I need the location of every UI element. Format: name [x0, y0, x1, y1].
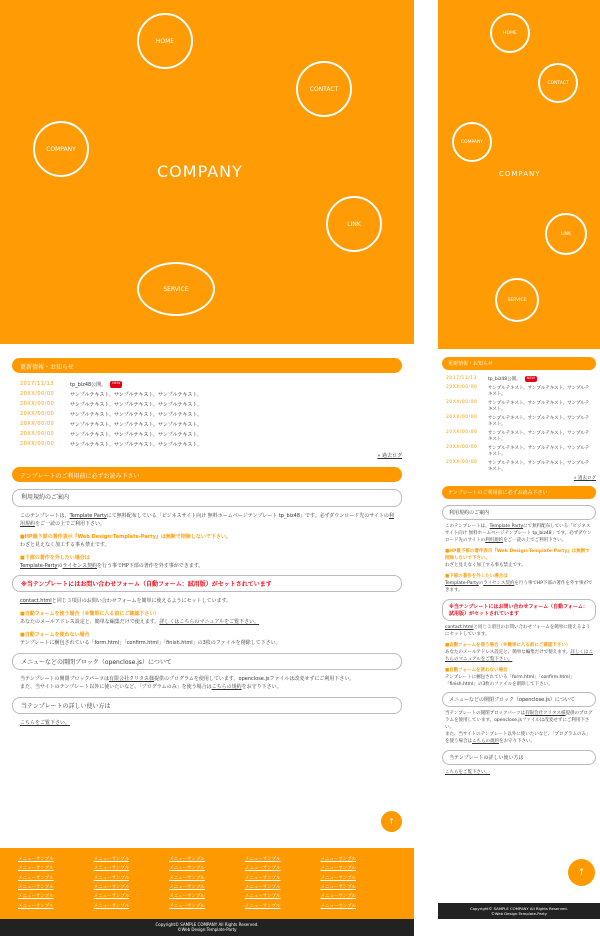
- main-content: 更新情報・お知らせ 2017/11/13 tp_biz48公開。 NEW 20XX/00/00 サンプルテキスト。サンプルテキスト。サンプルテキスト。 20XX/00/00 サンプルテキスト。サンプルテキスト。サンプルテキスト。 20XX/00/00 サンプルテキスト。サンプルテキスト。サンプルテキスト。 20XX/00/00 サンプルテキスト。サンプルテキスト。サンプルテキスト。 20XX/00/00 サンプルテキスト。サンプルテキスト。サンプルテキスト。 20XX/00/00 サンプルテキスト。サンプルテキスト。サンプルテキスト。 » 過去ログ テンプレートのご利用前に必ずお読み下さい 利用規約のご案内 このテンプレートは、Template Partyにて無料配布している「ビジネスサイト向け 無料ホームページテンプレート tp_biz48」です。必ずダウンロード先のサイトの利用規約をご一読の上でご利用下さい。 ■HP最下部の著作表示『Web Design:Template-Party』は無断で削除しないで下さい。 わざと見えなく加工する事も禁止です。 ■下部の著作を外したい場合は Template-Partyのライセンス契約を行う事でHP下部の著作を外す事ができます。 ※当テンプレートにはお問い合わせフォーム（自動フォーム：試用版）がセットされています contact.htmlと同じ３項目のお問い合わせフォームを簡単に使えるようにセットしています。 ■自動フォームを使う場合（※簡単に入る前にご確認下さい） あなたのメールアドレス設定と、簡単な編集だけで使えます。詳しくはこちらのマニュアルをご覧下さい。 ■自動フォームを使わない場合 テンプレートに梱包されている「form.html」「confirm.html」「finish.html」の3枚のファイルを削除して下さい。 メニューなどの開閉ブロック（openclose.js）について 当テンプレートの開閉ブロックパーツは有限会社クリタス様提供のプログラムを使用しています。openclose.jsファイルは改変せずにご利用下さい。 また、当サイトのテンプレート以外に使いたいなど、「プログラムのみ」を使う場合はこちらの規約をお守り下さい。 当テンプレートの詳しい使い方は こちらをご覧下さい。: [12, 358, 402, 727]
- howto-heading: 当テンプレートの詳しい使い方は: [442, 750, 596, 765]
- terms-link[interactable]: 利用規約: [20, 512, 394, 527]
- footer-menu-item[interactable]: メニューサンプル: [244, 857, 281, 862]
- nav-home[interactable]: HOME: [490, 13, 530, 53]
- mobile-view: [438, 0, 600, 936]
- main-content: 更新情報・お知らせ 2017/11/13 tp_biz48公開。 NEW 20XX/00/00 サンプルテキスト。サンプルテキスト。サンプルテキスト。 20XX/00/00 サンプルテキスト。サンプルテキスト。サンプルテキスト。 20XX/00/00 サンプルテキスト。サンプルテキスト。サンプルテキスト。 20XX/00/00 サンプルテキスト。サンプルテキスト。サンプルテキスト。 20XX/00/00 サンプルテキスト。サンプルテキスト。サンプルテキスト。 20XX/00/00 サンプルテキスト。サンプルテキスト。サンプルテキスト。 » 過去ログ テンプレートのご利用前に必ずお読み下さい 利用規約のご案内 このテンプレートは、Template Partyにて無料配布している「ビジネスサイト向け 無料ホームページテンプレート tp_biz48」です。必ずダウンロード先のサイトの利用規約をご一読の上でご利用下さい。 ■HP最下部の著作表示『Web Design:Template-Party』は無断で削除しないで下さい。 わざと見えなく加工する事も禁止です。 ■下部の著作を外したい場合は Template-Partyのライセンス契約を行う事でHP下部の著作を外す事ができます。 ※当テンプレートにはお問い合わせフォーム（自動フォーム：試用版）がセットされています contact.htmlと同じ３項目のお問い合わせフォームを簡単に使えるようにセットしています。 ■自動フォームを使う場合（※簡単に入る前にご確認下さい） あなたのメールアドレス設定と、簡単な編集だけで使えます。詳しくはこちらのマニュアルをご覧下さい。 ■自動フォームを使わない場合 テンプレートに梱包されている「form.html」「confirm.html」「finish.html」の3枚のファイルを削除して下さい。 メニューなどの開閉ブロック（openclose.js）について 当テンプレートの開閉ブロックパーツは有限会社クリタス様提供のプログラムを使用しています。openclose.jsファイルは改変せずにご利用下さい。 また、当サイトのテンプレート以外に使いたいなど、「プログラムのみ」を使う場合はこちらの規約をお守り下さい。 当テンプレートの詳しい使い方は こちらをご覧下さい。: [442, 357, 596, 777]
- footer-menu-item[interactable]: メニューサンプル: [169, 857, 205, 862]
- footer-menu-item[interactable]: メニューサンプル: [320, 866, 356, 872]
- news-item: 20XX/00/00 サンプルテキスト。サンプルテキスト。サンプルテキスト。: [446, 430, 590, 442]
- footer-menu: [0, 848, 414, 919]
- new-badge: NEW: [110, 381, 122, 388]
- nav-company[interactable]: COMPANY: [452, 122, 492, 162]
- footer-menu-item[interactable]: メニューサンプル: [93, 894, 130, 900]
- crytus-link[interactable]: 有限会社クリタス様: [108, 675, 154, 682]
- nav-company[interactable]: COMPANY: [33, 121, 89, 177]
- copyright-bar: Copyright© SAMPLE COMPANY All Rights Reserved. ©Web Design:Template-Party: [438, 903, 600, 919]
- nav-home[interactable]: HOME: [137, 13, 193, 69]
- pagetop-button[interactable]: ↑: [568, 859, 595, 886]
- footer-menu-item[interactable]: メニューサンプル: [18, 903, 54, 909]
- footer-menu-item[interactable]: メニューサンプル: [18, 857, 54, 862]
- notice-heading: テンプレートのご利用前に必ずお読み下さい: [12, 467, 402, 482]
- hero-header: [0, 0, 414, 344]
- footer-menu-item[interactable]: メニューサンプル: [320, 903, 356, 909]
- crytus-link[interactable]: 有限会社クリタス様: [525, 711, 566, 717]
- hero-header: [438, 0, 600, 349]
- footer-menu-item[interactable]: メニューサンプル: [320, 857, 356, 862]
- news-item: 20XX/00/00 サンプルテキスト。サンプルテキスト。サンプルテキスト。: [20, 411, 203, 418]
- footer-menu-item[interactable]: メニューサンプル: [18, 884, 54, 890]
- news-item: 2017/11/13 tp_biz48公開。 NEW: [20, 381, 121, 388]
- template-party-link[interactable]: Template-Party: [445, 580, 479, 586]
- news-heading: 更新情報・お知らせ: [12, 358, 402, 373]
- contact-link[interactable]: contact.html: [445, 624, 474, 630]
- license-link[interactable]: ライセンス契約: [483, 580, 515, 586]
- site-logo[interactable]: COMPANY: [157, 162, 243, 181]
- news-item: 20XX/00/00 サンプルテキスト。サンプルテキスト。サンプルテキスト。: [446, 415, 590, 427]
- footer-menu-item[interactable]: メニューサンプル: [169, 884, 205, 890]
- rules-link[interactable]: こちらの規約: [472, 739, 499, 745]
- license-link[interactable]: ライセンス契約: [62, 562, 98, 569]
- footer-menu-item[interactable]: メニューサンプル: [93, 884, 130, 890]
- nav-service[interactable]: SERVICE: [495, 278, 539, 322]
- nav-link[interactable]: LINK: [326, 196, 382, 252]
- form-heading: ※当テンプレートにはお問い合わせフォーム（自動フォーム：試用版）がセットされています: [12, 575, 402, 592]
- footer-menu-item[interactable]: メニューサンプル: [18, 894, 54, 900]
- news-item: 20XX/00/00 サンプルテキスト。サンプルテキスト。サンプルテキスト。: [446, 385, 590, 397]
- footer-menu-item[interactable]: メニューサンプル: [18, 866, 54, 872]
- form-heading: ※当テンプレートにはお問い合わせフォーム（自動フォーム：試用版）がセットされています: [442, 599, 596, 621]
- nav-contact[interactable]: CONTACT: [538, 63, 578, 103]
- howto-link[interactable]: こちらをご覧下さい。: [20, 719, 71, 726]
- news-list: [12, 373, 402, 448]
- footer-menu-item[interactable]: メニューサンプル: [93, 857, 130, 862]
- nav-service[interactable]: SERVICE: [137, 262, 215, 316]
- openclose-heading: メニューなどの開閉ブロック（openclose.js）について: [12, 653, 402, 670]
- copyright-bar: Copyright© SAMPLE COMPANY All Rights Reserved. ©Web Design:Template-Party: [0, 919, 414, 936]
- notice-heading: テンプレートのご利用前に必ずお読み下さい: [442, 486, 596, 499]
- footer-menu-item[interactable]: メニューサンプル: [244, 866, 281, 872]
- news-item: 20XX/00/00 サンプルテキスト。サンプルテキスト。サンプルテキスト。: [20, 421, 203, 428]
- footer-menu-item[interactable]: メニューサンプル: [320, 875, 356, 881]
- news-heading: 更新情報・お知らせ: [442, 357, 596, 370]
- howto-heading: 当テンプレートの詳しい使い方は: [12, 697, 402, 714]
- news-item: 20XX/00/00 サンプルテキスト。サンプルテキスト。サンプルテキスト。: [446, 460, 590, 472]
- terms-heading: 利用規約のご案内: [12, 489, 402, 507]
- nav-contact[interactable]: CONTACT: [296, 61, 352, 117]
- news-item: 20XX/00/00 サンプルテキスト。サンプルテキスト。サンプルテキスト。: [446, 400, 590, 412]
- news-item: 2017/11/13 tp_biz48公開。 NEW: [446, 376, 535, 382]
- footer-menu-item[interactable]: メニューサンプル: [93, 866, 130, 872]
- template-party-link[interactable]: Template-Party: [20, 562, 58, 569]
- footer-menu-item[interactable]: メニューサンプル: [169, 903, 205, 909]
- contact-link[interactable]: contact.html: [20, 597, 52, 604]
- footer-menu-item[interactable]: メニューサンプル: [320, 884, 356, 890]
- footer-menu-item[interactable]: メニューサンプル: [93, 903, 130, 909]
- news-item: 20XX/00/00 サンプルテキスト。サンプルテキスト。サンプルテキスト。: [20, 431, 203, 438]
- footer-menu-item[interactable]: メニューサンプル: [169, 875, 205, 881]
- pagetop-button[interactable]: ↑: [381, 811, 402, 832]
- news-list: [442, 370, 596, 472]
- archive-link[interactable]: » 過去ログ: [573, 476, 596, 481]
- site-logo[interactable]: COMPANY: [499, 170, 541, 178]
- news-item: 20XX/00/00 サンプルテキスト。サンプルテキスト。サンプルテキスト。: [446, 445, 590, 457]
- manual-link[interactable]: 詳しくはこちらのマニュアルをご覧下さい。: [445, 649, 593, 662]
- template-party-link[interactable]: Template Party: [489, 524, 524, 529]
- terms-heading: 利用規約のご案内: [442, 505, 596, 520]
- news-item: 20XX/00/00 サンプルテキスト。サンプルテキスト。サンプルテキスト。: [20, 441, 203, 448]
- news-item: 20XX/00/00 サンプルテキスト。サンプルテキスト。サンプルテキスト。: [20, 391, 203, 398]
- template-party-link[interactable]: Template Party: [69, 512, 107, 519]
- nav-link[interactable]: LINK: [545, 213, 587, 255]
- footer-menu-item[interactable]: メニューサンプル: [93, 875, 130, 881]
- news-item: 20XX/00/00 サンプルテキスト。サンプルテキスト。サンプルテキスト。: [20, 401, 203, 408]
- footer-menu-item[interactable]: メニューサンプル: [244, 903, 281, 909]
- howto-link[interactable]: こちらをご覧下さい。: [445, 770, 490, 776]
- footer-menu-item[interactable]: メニューサンプル: [244, 894, 281, 900]
- footer-menu-item[interactable]: メニューサンプル: [244, 875, 281, 881]
- archive-link[interactable]: » 過去ログ: [377, 453, 402, 459]
- footer-menu-item[interactable]: メニューサンプル: [244, 884, 281, 890]
- manual-link[interactable]: 詳しくはこちらのマニュアルをご覧下さい。: [159, 618, 260, 625]
- footer-menu-item[interactable]: メニューサンプル: [169, 866, 205, 872]
- openclose-heading: メニューなどの開閉ブロック（openclose.js）について: [442, 692, 596, 707]
- terms-link[interactable]: 利用規約: [485, 537, 504, 543]
- rules-link[interactable]: こちらの規約: [211, 683, 242, 690]
- footer-menu-item[interactable]: メニューサンプル: [169, 894, 205, 900]
- footer-menu-item[interactable]: メニューサンプル: [320, 894, 356, 900]
- footer-menu-item[interactable]: メニューサンプル: [18, 875, 54, 881]
